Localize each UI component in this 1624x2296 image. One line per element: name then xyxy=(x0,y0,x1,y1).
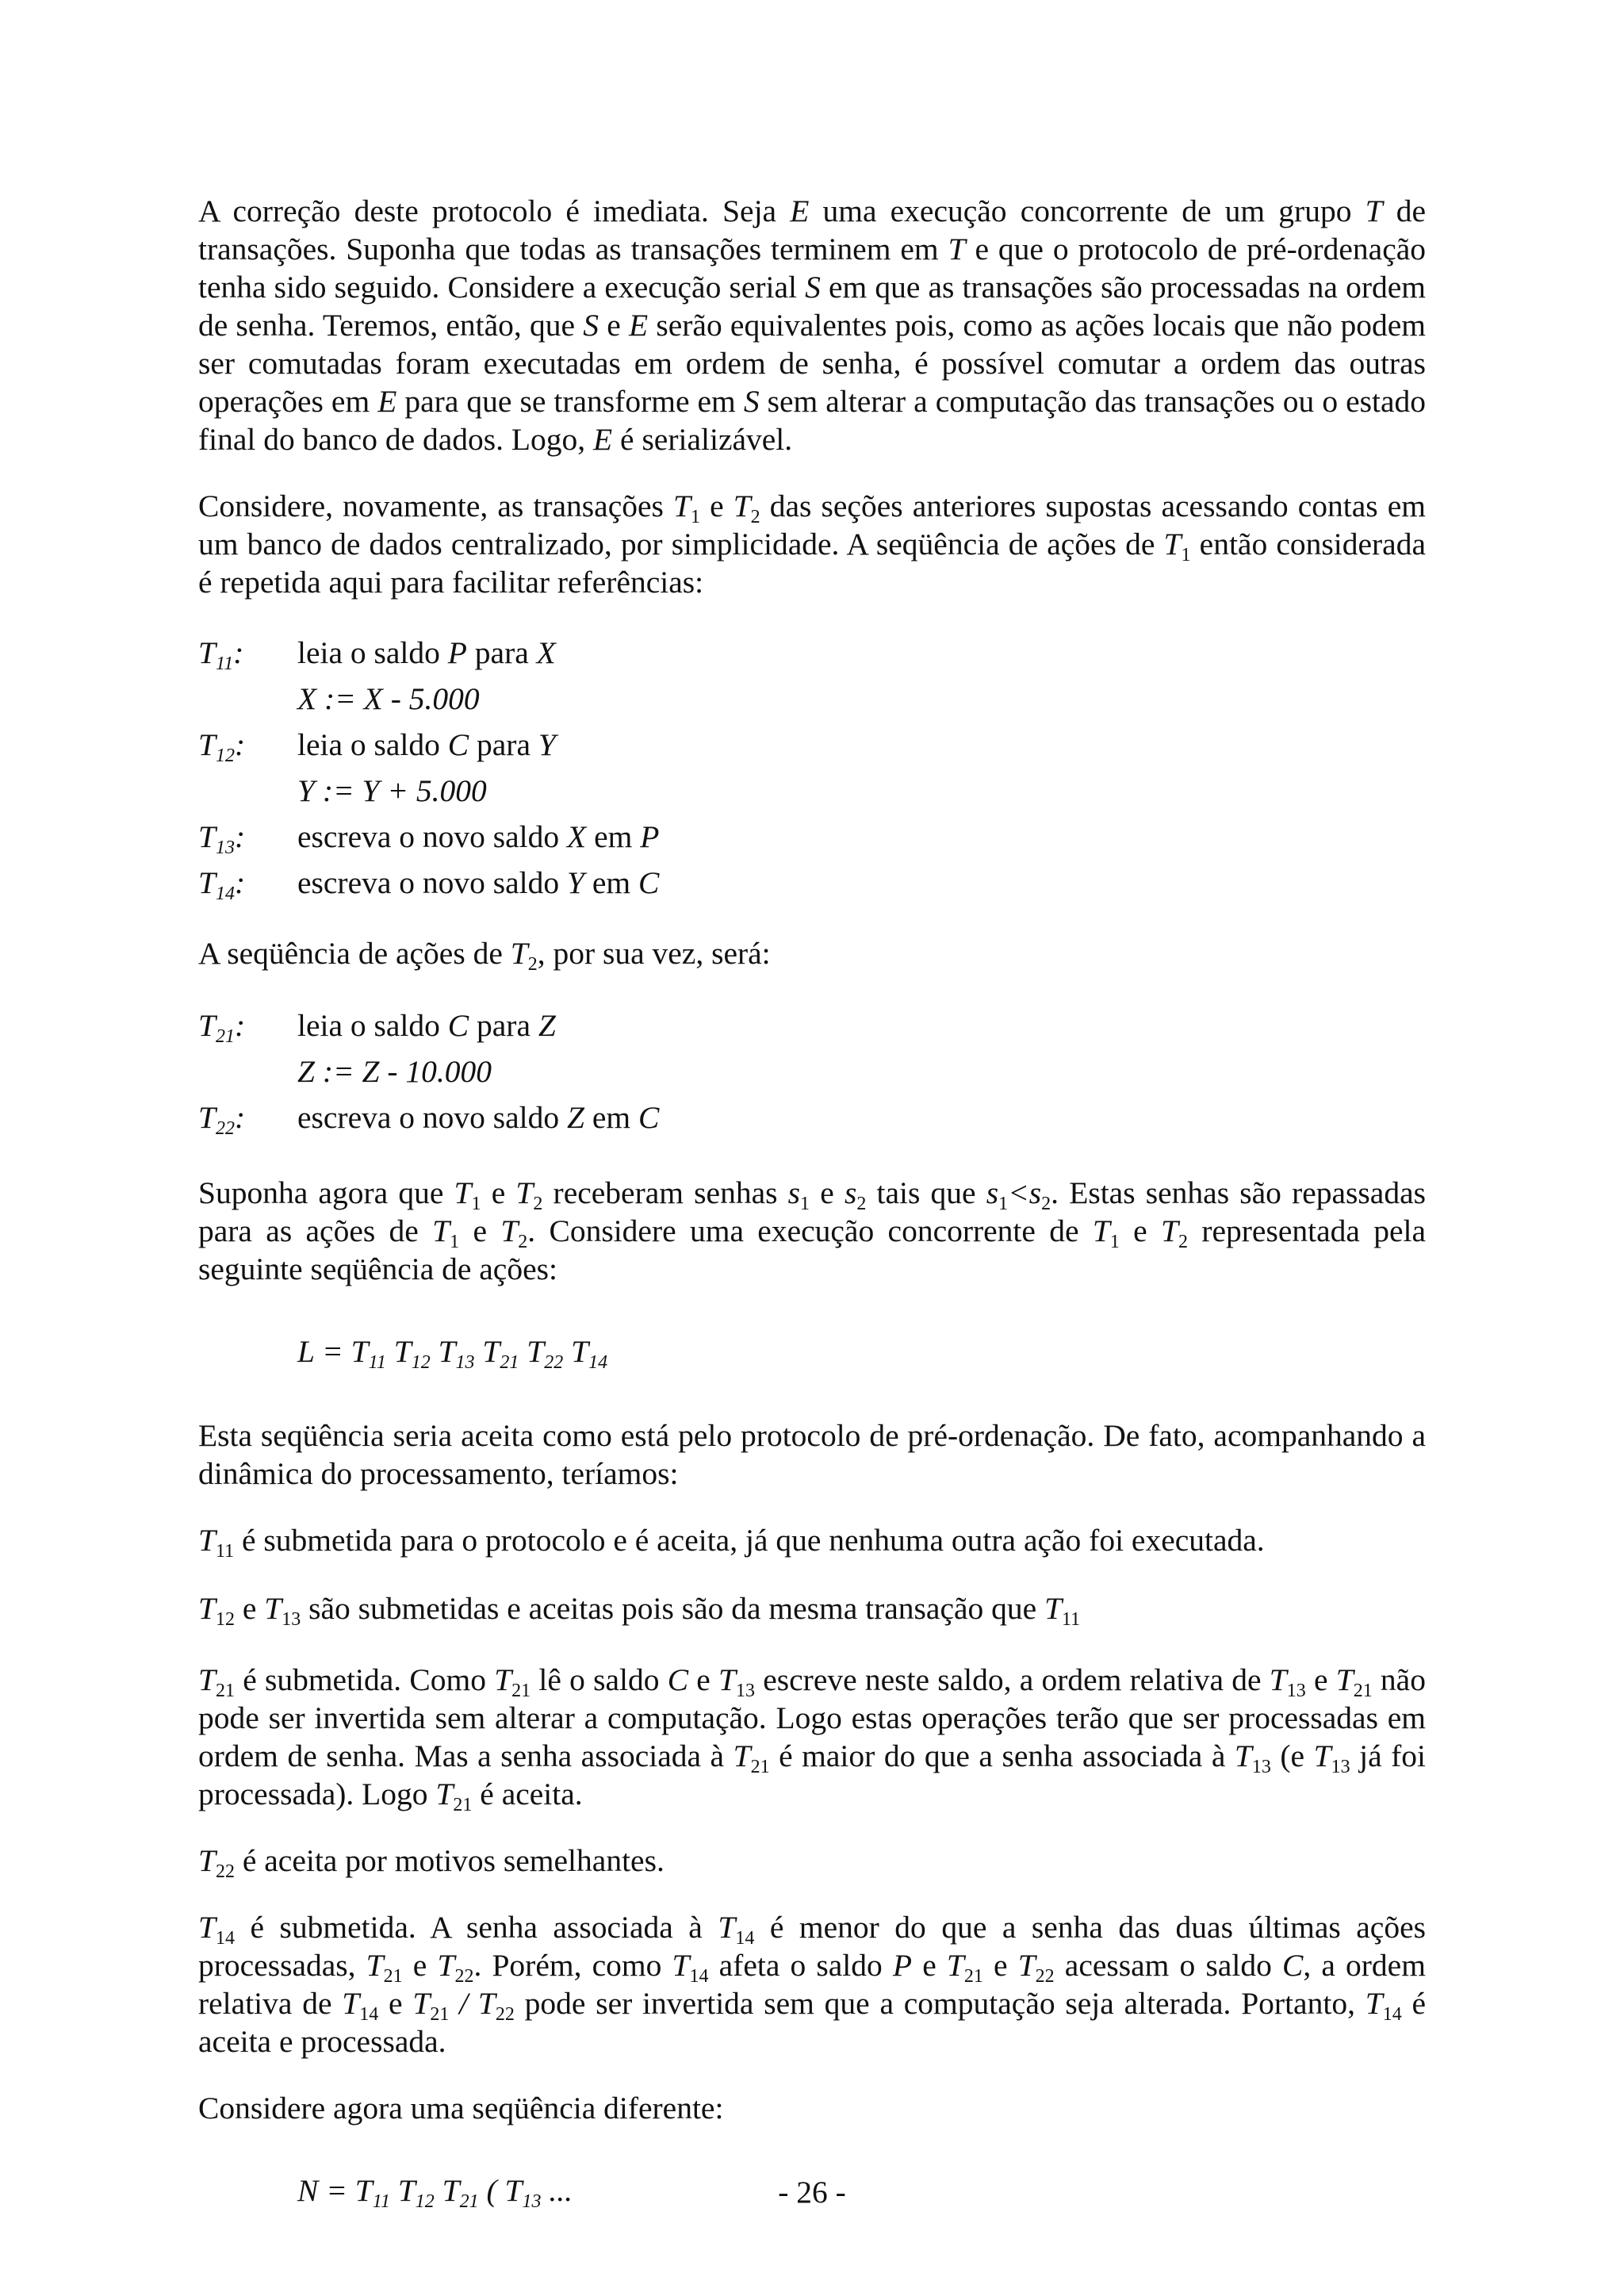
t2-step xyxy=(198,1048,1426,1094)
formula-sequence-n: $N = T_{11}$ $T_{12}$ $T_{21}$ ( $T_{13}$ ... xyxy=(297,2173,573,2212)
step-text: escreva o novo saldo X em P xyxy=(297,819,660,854)
step-text: X := X - 5.000 xyxy=(297,681,480,716)
step-label: $T_{14}$: xyxy=(198,865,246,904)
paragraph-t2-intro: A seqüência de ações de $T_2$, por sua vez, será: xyxy=(198,936,771,975)
step-text: leia o saldo C para Y xyxy=(297,727,556,762)
page-body xyxy=(198,192,1426,2210)
step-label: $T_{12}$: xyxy=(198,727,246,766)
t2-action-list xyxy=(198,1002,1426,1140)
t1-action-list xyxy=(198,630,1426,906)
paragraph-t12-t13: $T_{12}$ e $T_{13}$ são submetidas e aceitas pois são da mesma transação que $T_{11}$ xyxy=(198,1591,1081,1630)
paragraph-different-sequence: Considere agora uma seqüência diferente: xyxy=(198,2091,724,2125)
paragraph-transactions-intro: Considere, novamente, as transações $T_1$ e $T_2$ das seções anteriores supostas acessando contas em um banco de dados centralizado, por simplicidade. A seqüência de ações de $T_1$ então considerada é repetida aqui para facilitar referências: xyxy=(198,489,1426,600)
step-label: $T_{13}$: xyxy=(198,819,246,858)
paragraph-accepted: Esta seqüência seria aceita como está pelo protocolo de pré-ordenação. De fato, acompanhando a dinâmica do processamento, teríamos: xyxy=(198,1418,1426,1491)
t1-step xyxy=(198,676,1426,722)
t1-step xyxy=(198,860,1426,906)
paragraph-correctness: A correção deste protocolo é imediata. Seja E uma execução concorrente de um grupo T de transações. Suponha que todas as transações terminem em T e que o protocolo de pré-ordenação tenha sido seguido. Considere a execução serial S em que as transações são processadas na ordem de senha. Teremos, então, que S e E serão equivalentes pois, como as ações locais que não podem ser comutadas foram executadas em ordem de senha, é possível comutar a ordem das outras operações em E para que se transforme em S sem alterar a computação das transações ou o estado final do banco de dados. Logo, E é serializável. xyxy=(198,194,1427,457)
t1-step xyxy=(198,630,1426,676)
formula-sequence-l: $L = T_{11}$ $T_{12}$ $T_{13}$ $T_{21}$ $T_{22}$ $T_{14}$ xyxy=(297,1334,608,1373)
t2-step xyxy=(198,1094,1426,1140)
step-text: escreva o novo saldo Y em C xyxy=(297,865,660,900)
t1-step xyxy=(198,768,1426,814)
step-text: escreva o novo saldo Z em C xyxy=(297,1100,660,1135)
paragraph-t11: $T_{11}$ é submetida para o protocolo e é aceita, já que nenhuma outra ação foi executada. xyxy=(198,1523,1265,1562)
t1-step xyxy=(198,722,1426,768)
step-text: leia o saldo C para Z xyxy=(297,1008,556,1043)
step-label: $T_{22}$: xyxy=(198,1100,246,1139)
paragraph-t14: $T_{14}$ é submetida. A senha associada à $T_{14}$ é menor do que a senha das duas últimas ações processadas, $T_{21}$ e $T_{22}$. Porém, como $T_{14}$ afeta o saldo P e $T_{21}$ e $T_{22}$ acessam o saldo C, a ordem relativa de $T_{14}$ e $T_{21} / T_{22}$ pode ser invertida sem que a computação seja alterada. Portanto, $T_{14}$ é aceita e processada. xyxy=(198,1910,1427,2059)
paragraph-passwords: Suponha agora que $T_1$ e $T_2$ receberam senhas $s_1$ e $s_2$ tais que $s_1<s_2$. Estas senhas são repassadas para as ações de $T_1$ e $T_2$. Considere uma execução concorrente de $T_1$ e $T_2$ representada pela seguinte seqüência de ações: xyxy=(198,1175,1426,1286)
step-text: Z := Z - 10.000 xyxy=(297,1054,492,1089)
paragraph-t22: $T_{22}$ é aceita por motivos semelhantes. xyxy=(198,1843,665,1882)
step-text: leia o saldo P para X xyxy=(297,635,556,670)
t1-step xyxy=(198,814,1426,860)
step-label: $T_{21}$: xyxy=(198,1008,246,1047)
t2-step xyxy=(198,1002,1426,1048)
paragraph-t21: $T_{21}$ é submetida. Como $T_{21}$ lê o saldo C e $T_{13}$ escreve neste saldo, a ordem relativa de $T_{13}$ e $T_{21}$ não pode ser invertida sem alterar a computação. Logo estas operações terão que ser processadas em ordem de senha. Mas a senha associada à $T_{21}$ é maior do que a senha associada à $T_{13}$ (e $T_{13}$ já foi processada). Logo $T_{21}$ é aceita. xyxy=(198,1662,1427,1815)
step-text: Y := Y + 5.000 xyxy=(297,773,487,808)
page-number: - 26 - xyxy=(778,2175,846,2210)
step-label: $T_{11}$: xyxy=(198,635,244,674)
